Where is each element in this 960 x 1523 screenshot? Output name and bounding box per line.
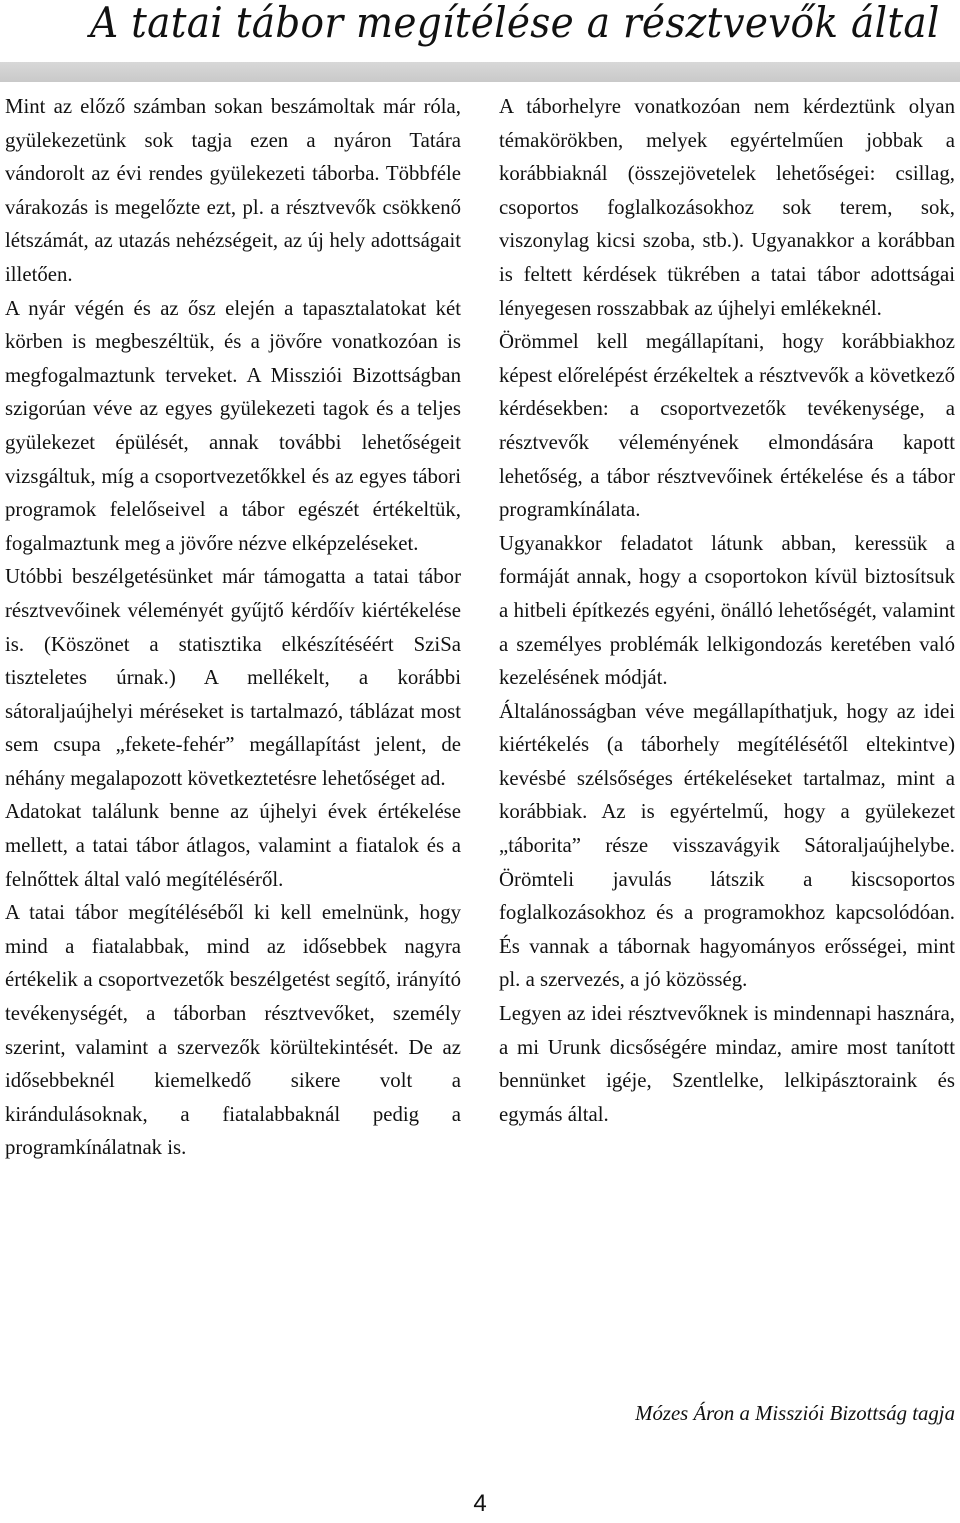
article-title: A tatai tábor megítélése a résztvevők által <box>90 0 940 47</box>
paragraph: Mint az előző számban sokan beszámoltak már róla, gyülekezetünk sok tagja ezen a nyáron Tatára vándorolt az évi rendes gyülekezeti táborba. Többféle várakozás is megelőzte ezt, pl. a résztvevők csökkenő létszámát, az utazás nehézségeit, az új hely adottságait illetően. <box>5 95 461 286</box>
paragraph: Adatokat találunk benne az újhelyi évek értékelése mellett, a tatai tábor átlagos, valamint a fiatalok és a felnőttek által való megítéléséről. <box>5 800 461 891</box>
paragraph: Örömmel kell megállapítani, hogy korábbiakhoz képest előrelépést érzékeltek a résztvevők a következő kérdésekben: a csoportvezetők tevékenysége, a résztvevők véleményének elmondására kapott lehetőség, a tábor résztvevőinek értékelése és a tábor programkínálata. <box>499 330 955 522</box>
right-text-column <box>499 90 955 1131</box>
page-number: 4 <box>473 1490 487 1517</box>
author-signature: Mózes Áron a Missziói Bizottság tagja <box>635 1402 955 1425</box>
title-divider-bar <box>0 62 960 82</box>
paragraph: A táborhelyre vonatkozóan nem kérdeztünk olyan témakörökben, melyek egyértelműen jobbak a korábbiaknál (összejövetelek lehetőségei: csillag, csoportos foglalkozásokhoz sok terem, sok, viszonylag kicsi szoba, stb.). Ugyanakkor a korábban is feltett kérdések tükrében a tatai tábor adottságai lényegesen rosszabbak az újhelyi emlékeknél. <box>499 95 955 320</box>
paragraph: Általánosságban véve megállapíthatjuk, hogy az idei kiértékelés (a táborhely megítélésétől eltekintve) kevésbé szélsőséges értékeléseket tartalmaz, mint a korábbiak. Az is egyértelmű, hogy a gyülekezet „táborita” része visszavágyik Sátoraljaújhelybe. Örömteli javulás látszik a kiscsoportos foglalkozásokhoz és a programokhoz kapcsolódóan. És vannak a tábornak hagyományos erősségei, mint pl. a szervezés, a jó közösség. <box>499 699 955 992</box>
paragraph: Utóbbi beszélgetésünket már támogatta a tatai tábor résztvevőinek véleményét gyűjtő kérdőív kiértékelése is. (Köszönet a statisztika elkészítéséért SziSa tiszteletes úrnak.) A mellékelt, a korábbi sátoraljaújhelyi méréseket is tartalmazó, táblázat most sem csupa „fekete-fehér” megállapítást jelent, de néhány megalapozott következtetésre lehetőséget ad. <box>5 565 461 790</box>
paragraph: A tatai tábor megítéléséből ki kell emelnünk, hogy mind a fiatalabbak, mind az idősebbek nagyra értékelik a csoportvezetők beszélgetést segítő, irányító tevékenységét, a táborban résztvevőket, személy szerint, valamint a szervezők körültekintését. De az idősebbeknél kiemelkedő sikere volt a kirándulásoknak, a fiatalabbaknál pedig a programkínálatnak is. <box>5 901 461 1160</box>
paragraph: Ugyanakkor feladatot látunk abban, keressük a formáját annak, hogy a csoportokon kívül biztosítsuk a hitbeli építkezés egyéni, önálló lehetőségét, valamint a személyes problémák lelkigondozás keretében való kezelésének módját. <box>499 531 955 690</box>
paragraph: A nyár végén és az ősz elején a tapasztalatokat két körben is megbeszéltük, és a jövőre vonatkozóan is megfogalmaztunk terveket. A Missziói Bizottságban szigorúan véve az egyes gyülekezeti tagok és a teljes gyülekezet épülését, annak további lehetőségeit vizsgáltuk, míg a csoportvezetőkkel és az egyes tábori programok felelőseivel a tábor egészét értékeltük, fogalmaztunk meg a jövőre nézve elképzeléseket. <box>5 296 461 555</box>
left-text-column <box>5 90 461 1165</box>
paragraph: Legyen az idei résztvevőknek is mindennapi hasznára, a mi Urunk dicsőségére mindaz, amire most tanított bennünket igéje, Szentlelke, lelkipásztoraink és egymás által. <box>499 1002 955 1126</box>
